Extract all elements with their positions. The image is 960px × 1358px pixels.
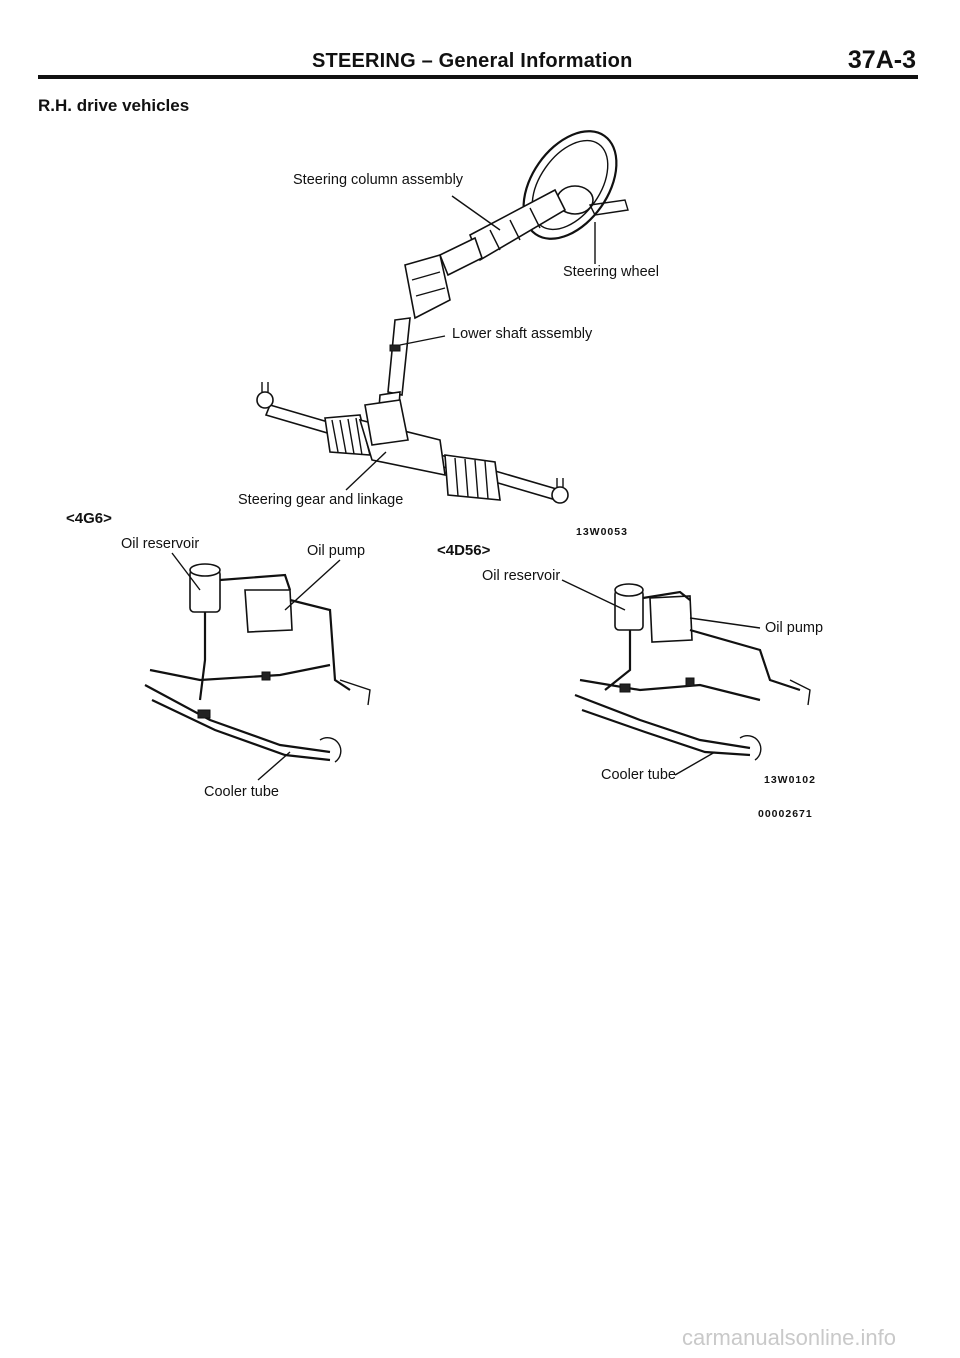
4d56-hydraulic-illustration [575,584,810,760]
label-steering-gear-linkage: Steering gear and linkage [238,492,404,508]
watermark: carmanualsonline.info [681,1325,896,1350]
label-steering-wheel: Steering wheel [563,264,659,280]
page-number: 37A-3 [847,46,916,74]
4g6-leader-lines [172,553,340,780]
label-4g6-cooler-tube: Cooler tube [204,784,279,800]
variant-4g6: <4G6> [66,510,112,527]
label-lower-shaft-assembly: Lower shaft assembly [452,326,593,342]
label-steering-column-assembly: Steering column assembly [293,172,464,188]
page-code: 00002671 [758,808,813,820]
figure-code-4d56: 13W0102 [764,774,816,786]
label-4g6-oil-pump: Oil pump [307,543,366,559]
label-4d56-oil-pump: Oil pump [765,620,824,636]
variant-4d56: <4D56> [437,542,491,559]
4g6-hydraulic-illustration [145,564,370,762]
label-4d56-cooler-tube: Cooler tube [601,767,676,783]
label-4g6-oil-reservoir: Oil reservoir [121,536,200,552]
figure-code-steering: 13W0053 [576,526,628,538]
section-title: R.H. drive vehicles [38,96,190,115]
label-4d56-oil-reservoir: Oil reservoir [482,568,561,584]
page-title: STEERING – General Information [312,50,633,72]
